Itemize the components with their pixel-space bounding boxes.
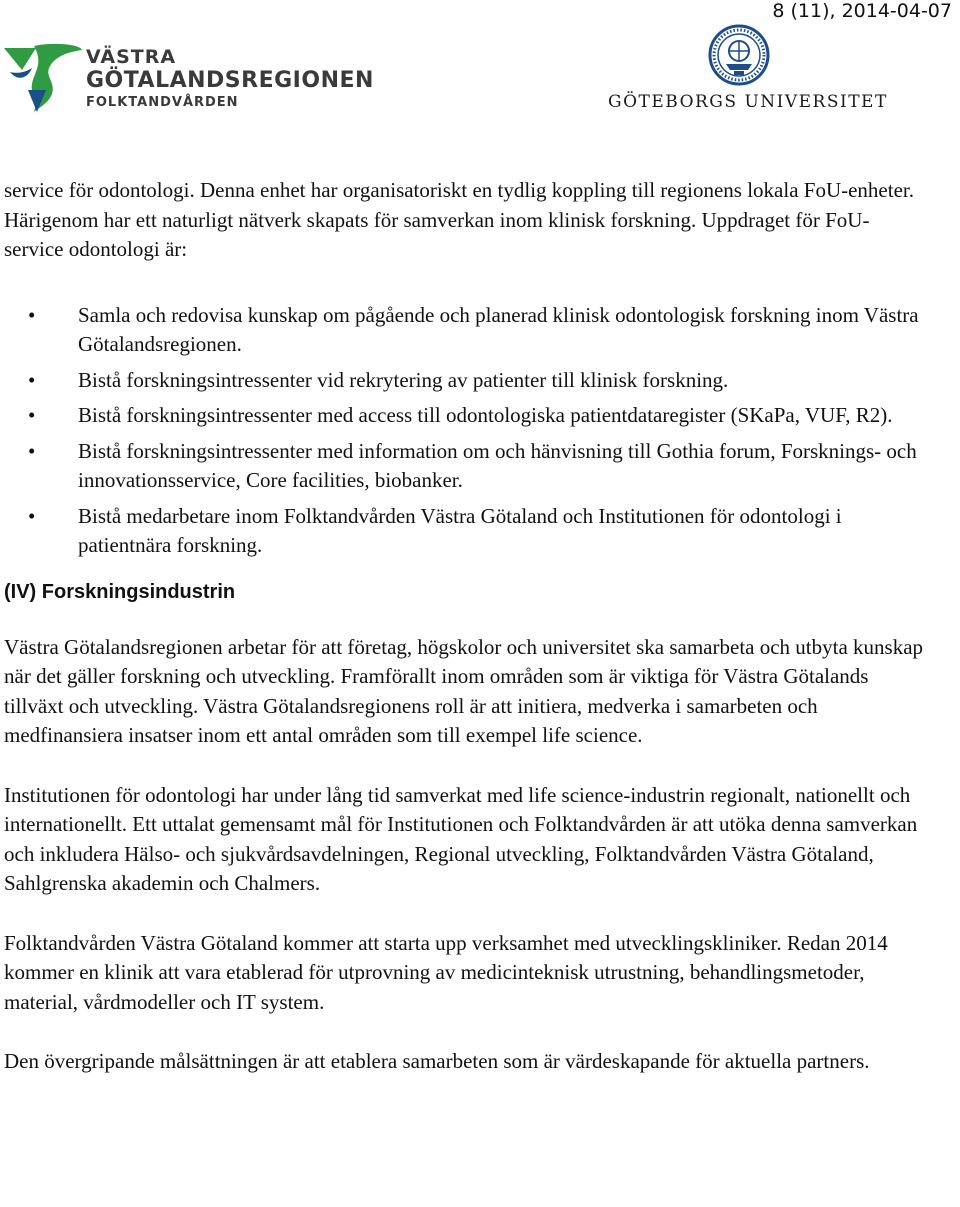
list-item (4, 366, 924, 396)
list-item (4, 401, 924, 431)
paragraph-4: Den övergripande målsättningen är att etablera samarbeten som är värdeskapande för aktuella partners. (4, 1049, 870, 1073)
list-item-text: Bistå forskningsintressenter med information om och hänvisning till Gothia forum, Forsknings- och innovationsservice, Core facilities, biobanker. (78, 438, 917, 492)
vgr-wordmark (86, 48, 374, 109)
bullet-icon: • (28, 438, 36, 463)
bullet-icon: • (28, 403, 36, 427)
list-item (4, 437, 924, 496)
gu-wordmark: GÖTEBORGS UNIVERSITET (608, 92, 888, 112)
paragraph-2: Institutionen för odontologi har under lång tid samverkat med life science-industrin regionalt, nationellt och internationellt. Ett uttalat gemensamt mål för Institutionen och Folktandvården är att utöka denna samverkan och inkludera Hälso- och sjukvårdsavdelningen, Regional utveckling, Folktandvården Västra Götaland, Sahlgrenska akademin och Chalmers. (4, 782, 918, 895)
vgr-logo (4, 42, 374, 114)
list-item-text: Bistå forskningsintressenter vid rekrytering av patienter till klinisk forskning. (78, 367, 729, 392)
vgr-line-3: FOLKTANDVÅRDEN (86, 95, 239, 110)
bullet-list (4, 301, 924, 561)
paragraph-1: Västra Götalandsregionen arbetar för att företag, högskolor och universitet ska samarbeta och utbyta kunskap när det gäller forskning och utveckling. Framförallt inom områden som är viktiga för Västra Götalands tillväxt och utveckling. Västra Götalandsregionens roll är att initiera, medverka i samarbeten och medfinansiera insatser inom ett antal områden som till exempel life science. (4, 634, 924, 747)
gu-logo (600, 24, 888, 116)
university-seal-icon (708, 24, 770, 86)
list-item-text: Bistå medarbetare inom Folktandvården Västra Götaland och Institutionen för odontologi i patientnära forskning. (78, 503, 842, 557)
list-item (4, 502, 924, 561)
list-item-text: Bistå forskningsintressenter med access till odontologiska patientdataregister (SKaPa, VUF, R2). (78, 403, 893, 427)
vgr-line-1: VÄSTRA (86, 46, 177, 68)
vgr-emblem-icon (4, 42, 84, 114)
page-number: 8 (11), 2014-04-07 (772, 0, 952, 22)
vgr-line-2: GÖTALANDSREGIONEN (86, 68, 374, 93)
document-body (4, 176, 924, 1107)
bullet-icon: • (28, 367, 36, 392)
list-item (4, 301, 924, 360)
intro-paragraph: service för odontologi. Denna enhet har organisatoriskt en tydlig koppling till regionens lokala FoU-enheter. Härigenom har ett naturligt nätverk skapats för samverkan inom klinisk forskning. Uppdraget för FoU-service odontologi är: (4, 178, 914, 261)
bullet-icon: • (28, 302, 36, 327)
section-heading: (IV) Forskningsindustrin (4, 580, 236, 603)
paragraph-3: Folktandvården Västra Götaland kommer att starta upp verksamhet med utvecklingskliniker. Redan 2014 kommer en klinik att vara etablerad för utprovning av medicinteknisk utrustning, behandlingsmetoder, material, vårdmodeller och IT system. (4, 930, 888, 1014)
list-item-text: Samla och redovisa kunskap om pågående och planerad klinisk odontologisk forskning inom Västra Götalandsregionen. (78, 302, 919, 356)
bullet-icon: • (28, 503, 36, 528)
